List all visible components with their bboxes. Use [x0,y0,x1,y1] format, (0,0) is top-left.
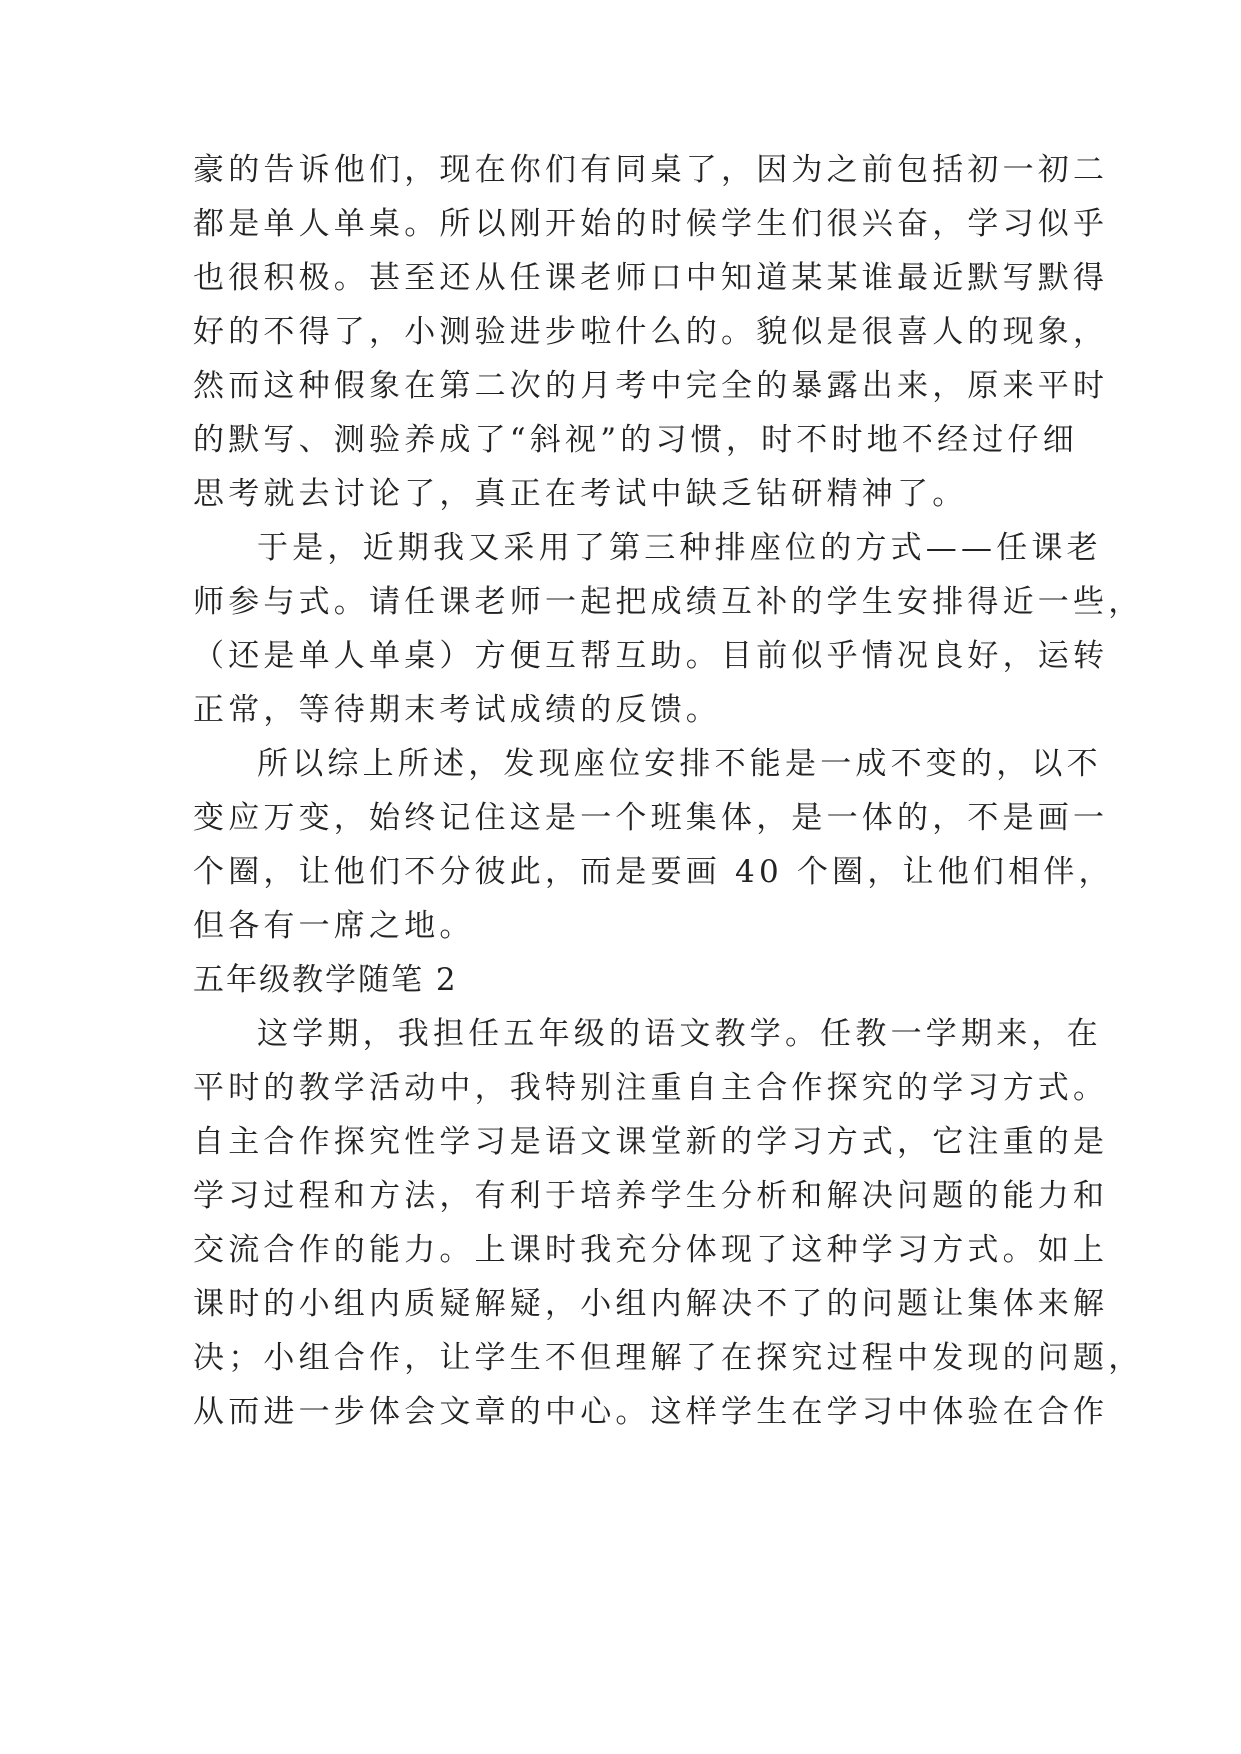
text-line: 也很积极。甚至还从任课老师口中知道某某谁最近默写默得 [193,260,1109,296]
text-line: 课时的小组内质疑解疑，小组内解决不了的问题让集体来解 [193,1286,1109,1322]
text-line: 交流合作的能力。上课时我充分体现了这种学习方式。如上 [193,1232,1109,1268]
text-line: 从而进一步体会文章的中心。这样学生在学习中体验在合作 [193,1394,1109,1430]
paragraph-first-line: 于是，近期我又采用了第三种排座位的方式——任课老 [257,530,1102,566]
text-line: 自主合作探究性学习是语文课堂新的学习方式，它注重的是 [193,1124,1109,1160]
text-line: 个圈，让他们不分彼此，而是要画 40 个圈，让他们相伴， [193,854,1114,890]
paragraph-first-line: 这学期，我担任五年级的语文教学。任教一学期来，在 [257,1016,1102,1052]
section-heading: 五年级教学随笔 2 [193,962,458,998]
text-line: 豪的告诉他们，现在你们有同桌了，因为之前包括初一初二 [193,152,1109,188]
paragraph-first-line: 所以综上所述，发现座位安排不能是一成不变的，以不 [257,746,1102,782]
text-line: 师参与式。请任课老师一起把成绩互补的学生安排得近一些， [193,584,1144,620]
text-line: 决；小组合作，让学生不但理解了在探究过程中发现的问题， [193,1340,1144,1376]
text-line: 思考就去讨论了，真正在考试中缺乏钻研精神了。 [193,476,968,512]
text-line: 学习过程和方法，有利于培养学生分析和解决问题的能力和 [193,1178,1109,1214]
text-line: （还是单人单桌）方便互帮互助。目前似乎情况良好，运转 [193,638,1109,674]
text-line: 的默写、测验养成了“斜视”的习惯，时不时地不经过仔细 [193,422,1078,458]
text-line: 变应万变，始终记住这是一个班集体，是一体的，不是画一 [193,800,1109,836]
text-line: 但各有一席之地。 [193,908,475,944]
text-line: 好的不得了，小测验进步啦什么的。貌似是很喜人的现象， [193,314,1109,350]
text-line: 平时的教学活动中，我特别注重自主合作探究的学习方式。 [193,1070,1109,1106]
text-line: 正常，等待期末考试成绩的反馈。 [193,692,721,728]
text-line: 然而这种假象在第二次的月考中完全的暴露出来，原来平时 [193,368,1109,404]
text-line: 都是单人单桌。所以刚开始的时候学生们很兴奋，学习似乎 [193,206,1109,242]
